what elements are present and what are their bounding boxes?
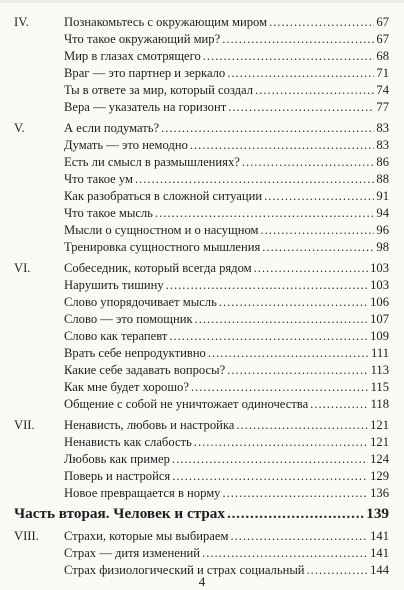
chapter-title: Страхи, которые мы выбираем	[64, 529, 229, 543]
entry-title: Мысли о сущностном и о насущном	[64, 223, 259, 237]
toc-entry	[64, 294, 389, 311]
chapter-numeral: VIII.	[14, 529, 39, 543]
entry-page: 121	[370, 435, 389, 449]
dot-leader	[194, 434, 368, 451]
entry-title: Как разобраться в сложной ситуации	[64, 189, 263, 203]
dot-leader	[269, 14, 374, 31]
toc-entry	[64, 345, 389, 362]
entry-page: 113	[370, 363, 389, 377]
entry-title: Что такое мысль	[64, 206, 153, 220]
chapter-title: Собеседник, который всегда рядом	[64, 261, 252, 275]
entry-title: Ты в ответе за мир, который создал	[64, 83, 254, 97]
dot-leader	[227, 362, 368, 379]
chapter-numeral: VI.	[14, 261, 31, 275]
dot-leader	[161, 120, 374, 137]
entry-title: Что такое ум	[64, 172, 133, 186]
entry-page: 103	[370, 278, 389, 292]
toc-chapter-7	[14, 417, 389, 434]
toc-entry	[64, 171, 389, 188]
entry-page: 144	[370, 563, 389, 577]
toc-entry	[64, 154, 389, 171]
entry-page: 109	[370, 329, 389, 343]
entry-title: Ненависть как слабость	[64, 435, 192, 449]
entry-title: Слово — это помощник	[64, 312, 193, 326]
toc-entry	[64, 434, 389, 451]
entry-title: Враг — это партнер и зеркало	[64, 66, 226, 80]
toc-entry	[64, 468, 389, 485]
entry-page: 68	[376, 49, 389, 63]
dot-leader	[169, 328, 368, 345]
dot-leader	[195, 311, 369, 328]
dot-leader	[172, 468, 368, 485]
toc-part-2	[14, 503, 389, 525]
chapter-page: 103	[370, 261, 389, 275]
dot-leader	[242, 154, 375, 171]
toc-entry	[64, 31, 389, 48]
dot-leader	[261, 222, 375, 239]
entry-title: Как мне будет хорошо?	[64, 380, 189, 394]
entry-page: 83	[376, 138, 389, 152]
entry-page: 141	[370, 546, 389, 560]
entry-page: 129	[370, 469, 389, 483]
toc-entry	[64, 48, 389, 65]
entry-title: Нарушить тишину	[64, 278, 164, 292]
entry-page: 107	[370, 312, 389, 326]
dot-leader	[262, 239, 374, 256]
entry-page: 111	[371, 346, 389, 360]
entry-page: 77	[376, 100, 389, 114]
dot-leader	[191, 379, 369, 396]
entry-page: 86	[376, 155, 389, 169]
chapter-page: 121	[370, 418, 389, 432]
dot-leader	[219, 294, 368, 311]
toc-entry	[64, 328, 389, 345]
toc-entry	[64, 205, 389, 222]
entry-page: 98	[376, 240, 389, 254]
entry-title: Какие себе задавать вопросы?	[64, 363, 226, 377]
part-title: Часть вторая. Человек и страх	[14, 505, 225, 522]
entry-title: Общение с собой не уничтожает одиночества	[64, 397, 309, 411]
toc-entry	[64, 311, 389, 328]
chapter-page: 83	[376, 121, 389, 135]
dot-leader	[254, 260, 368, 277]
entry-title: Любовь как пример	[64, 452, 170, 466]
entry-page: 124	[370, 452, 389, 466]
chapter-page: 67	[376, 15, 389, 29]
toc-entry	[64, 82, 389, 99]
entry-page: 91	[376, 189, 389, 203]
entry-title: Новое превращается в норму	[64, 486, 221, 500]
dot-leader	[155, 205, 374, 222]
entry-title: Поверь и настройся	[64, 469, 171, 483]
dot-leader	[310, 396, 368, 413]
toc-entry	[64, 545, 389, 562]
toc-entry	[64, 239, 389, 256]
toc-entry	[64, 137, 389, 154]
dot-leader	[202, 545, 368, 562]
chapter-numeral: V.	[14, 121, 25, 135]
entry-page: 88	[376, 172, 389, 186]
dot-leader	[255, 82, 374, 99]
dot-leader	[208, 345, 369, 362]
entry-title: Мир в глазах смотрящего	[64, 49, 201, 63]
entry-title: Врать себе непродуктивно	[64, 346, 206, 360]
dot-leader	[236, 417, 368, 434]
toc-entry	[64, 396, 389, 413]
toc-entry	[64, 362, 389, 379]
dot-leader	[228, 99, 374, 116]
toc-entry	[64, 562, 389, 579]
entry-page: 96	[376, 223, 389, 237]
entry-page: 106	[370, 295, 389, 309]
entry-page: 74	[376, 83, 389, 97]
entry-page: 94	[376, 206, 389, 220]
dot-leader	[190, 137, 375, 154]
toc-chapter-6	[14, 260, 389, 277]
entry-title: Вера — указатель на горизонт	[64, 100, 227, 114]
entry-title: Слово как терапевт	[64, 329, 168, 343]
entry-page: 115	[370, 380, 389, 394]
toc-entry	[64, 379, 389, 396]
chapter-title: Ненависть, любовь и настройка	[64, 418, 235, 432]
dot-leader	[203, 48, 375, 65]
dot-leader	[222, 31, 374, 48]
toc-entry	[64, 99, 389, 116]
dot-leader	[222, 485, 368, 502]
toc-chapter-4	[14, 14, 389, 31]
entry-title: Страх физиологический и страх социальный	[64, 563, 305, 577]
chapter-page: 141	[370, 529, 389, 543]
entry-title: Слово упорядочивает мысль	[64, 295, 217, 309]
entry-title: Есть ли смысл в размышлениях?	[64, 155, 240, 169]
entry-title: Что такое окружающий мир?	[64, 32, 221, 46]
dot-leader	[166, 277, 368, 294]
chapter-title: Познакомьтесь с окружающим миром	[64, 15, 268, 29]
dot-leader	[227, 503, 364, 525]
entry-page: 71	[376, 66, 389, 80]
chapter-numeral: VII.	[14, 418, 35, 432]
toc-entry	[64, 485, 389, 502]
toc-chapter-5	[14, 120, 389, 137]
entry-page: 136	[370, 486, 389, 500]
toc-chapter-8	[14, 528, 389, 545]
dot-leader	[227, 65, 374, 82]
entry-page: 118	[370, 397, 389, 411]
dot-leader	[135, 171, 374, 188]
page-top-edge	[0, 0, 404, 3]
toc-entry	[64, 65, 389, 82]
dot-leader	[172, 451, 368, 468]
chapter-title: А если подумать?	[64, 121, 160, 135]
dot-leader	[307, 562, 369, 579]
entry-title: Думать — это немодно	[64, 138, 188, 152]
entry-title: Страх — дитя изменений	[64, 546, 201, 560]
toc-entry	[64, 277, 389, 294]
toc-entry	[64, 451, 389, 468]
part-page: 139	[366, 505, 389, 522]
entry-page: 67	[376, 32, 389, 46]
footer-page-number: 4	[198, 574, 206, 589]
toc-entry	[64, 222, 389, 239]
dot-leader	[264, 188, 374, 205]
entry-title: Тренировка сущностного мышления	[64, 240, 261, 254]
dot-leader	[230, 528, 368, 545]
toc-entry	[64, 188, 389, 205]
chapter-numeral: IV.	[14, 15, 29, 29]
